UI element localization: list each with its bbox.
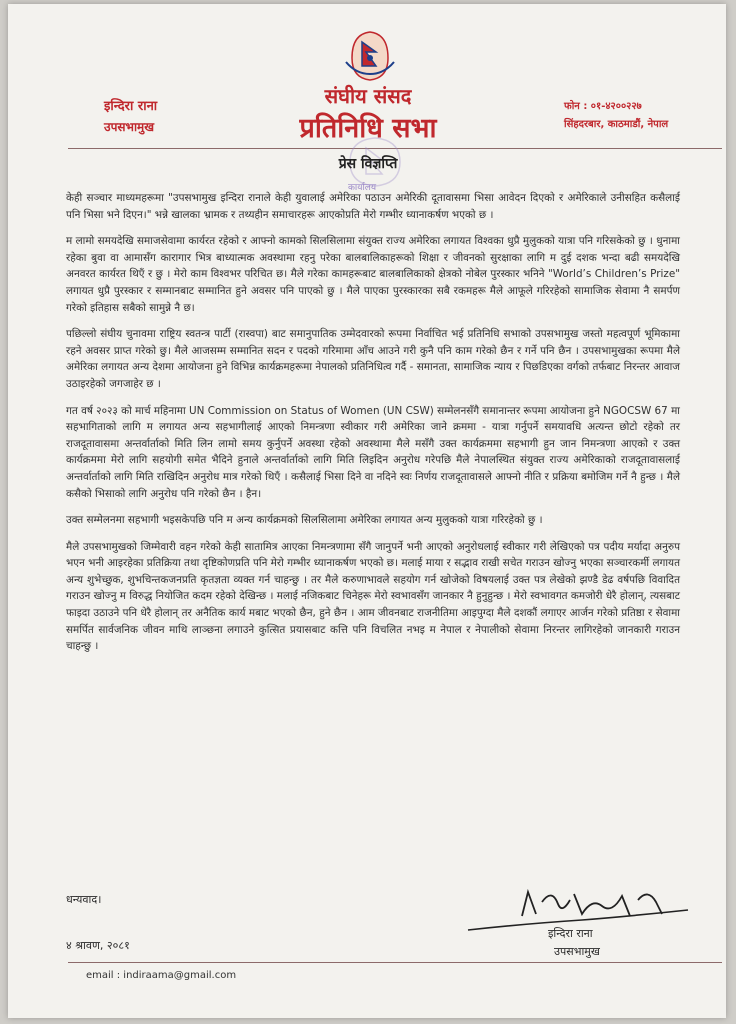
paragraph: म लामो समयदेखि समाजसेवामा कार्यरत रहेको र आफ्नो कामको सिलसिलामा संयुक्त राज्य अमेरिका लगायत विश्वका धुप्रै मुलुकको यात्रा पनि गरिसकेको छु । धुनामा रहेका बुवा वा आमासँग कारागार भित्र बाध्यात्मक अवस्थामा रहनु परेका बालबालिकाहरूको शिक्षा र जीवनको सुरक्षाका लागि म दुई दशक भन्दा बढी समयदेखि अनवरत कार्यरत थिएँ र छु । मेरो काम विश्वभर परिचित छ। मैले गरेका कामहरूबाट बालबालिकाको क्षेत्रको नोबेल पुरस्कार भनिने "World’s Children’s Prize" लगायत धुप्रै पुरस्कार र सम्मानबाट सम्मानित हुने अवसर पनि पाएको छु । मैले पाएका पुरस्कारका सबै रकमहरू मैले आफूले गरिरहेको सामाजिक सेवामा नै समर्पण गरेको इतिहास सबैको सामुन्ने नै छ। bbox=[66, 235, 680, 314]
paragraph: उक्त सम्मेलनमा सहभागी भइसकेपछि पनि म अन्य कार्यक्रमको सिलसिलामा अमेरिका लगायत अन्य मुलुकको यात्रा गरिरहेको छु । bbox=[66, 514, 543, 527]
closing-thanks: धन्यवाद। bbox=[66, 893, 102, 906]
signer-role: उपसभामुख bbox=[554, 945, 600, 958]
office-phone: फोन : ०१-४२००२२७ bbox=[564, 101, 642, 112]
paragraph: मैले उपसभामुखको जिम्मेवारी वहन गरेको केही सातामित्र आएका निमन्त्रणामा सँगै जानुपर्ने भनी आएको अनुरोधलाई स्वीकार गरी लेखिएको पत्र पदीय मर्यादा अनुरुप भएन भनी आइरहेका प्रतिक्रिया तथा दृष्टिकोणप्रति पनि मेरो गम्भीर ध्यानाकर्षण भएको छ। मलाई माया र सद्भाव राखी सचेत गराउन खोज्नु भएका सञ्चारकर्मी लगायत अन्य शुभेच्छुक, शुभचिन्तकजनप्रति कृतज्ञता व्यक्त गर्न चाहन्छु । तर मैले करुणाभावले सहयोग गर्न खोजेको विषयलाई उक्त पत्र लेखेको झण्डै डेढ वर्षपछि विवादित गराउन खोज्नु म विरुद्ध नियोजित कदम रहेको देखिन्छ । मलाई नजिकबाट चिनेहरू मेरो स्वभावसँग जानकार नै हुनुहुन्छ । मेरो स्वभावगत कमजोरी धेरै होलान्, त्यसबाट फाइदा उठाउने पनि धेरै होलान् तर अनैतिक कार्य मबाट भएको छैन, हुने छैन । आम जीवनबाट राजनीतिमा आइपुग्दा मैले दशकौं लगाएर आर्जन गरेको प्रतिष्ठा र सेवामा समर्पित सार्वजनिक जीवन माथि लाञ्छना लगाउने कुत्सित प्रयासबाट कत्ति पनि विचलित नभइ म नेपाल र नेपालीको सेवामा निरन्तर लागिरहेको जानकारी गराउन चाहन्छु । bbox=[66, 540, 680, 653]
press-release-label: प्रेस विज्ञप्ति bbox=[338, 156, 398, 172]
letterhead-title-line2: प्रतिनिधि सभा bbox=[299, 113, 437, 144]
office-address: सिंहदरबार, काठमाडौं, नेपाल bbox=[564, 119, 669, 130]
deputy-speaker-name: इन्दिरा राना bbox=[104, 99, 158, 114]
signer-name: इन्दिरा राना bbox=[548, 927, 593, 940]
letterhead-title-line1: संघीय संसद bbox=[324, 84, 412, 108]
paragraph: पछिल्लो संघीय चुनावमा राष्ट्रिय स्वतन्त्र पार्टी (रास्वपा) बाट समानुपातिक उम्मेदवारको रूपमा निर्वाचित भई प्रतिनिधि सभाको उपसभामुख जस्तो महत्वपूर्ण भूमिकामा रहने अवसर प्राप्त गरेको छु। मैले आजसम्म सम्मानित सदन र पदको गरिमामा आँच आउने गरी कुनै पनि काम गरेको छैन र गर्ने पनि छैन । उपसभामुखका रूपमा मैले अमेरिका लगायत अन्य देशमा आयोजना हुने विभिन्न कार्यक्रमहरूमा नेपालको प्रतिनिधित्व गर्दै - समानता, सामाजिक न्याय र पिछडिएका वर्गको तर्फबाट निरन्तर आवाज उठाइरहेको जगजाहेर छ । bbox=[66, 328, 680, 390]
footer-email: email : indiraama@gmail.com bbox=[86, 970, 237, 981]
letter-page bbox=[8, 4, 726, 1018]
paragraph: केही सञ्चार माध्यमहरूमा "उपसभामुख इन्दिरा रानाले केही युवालाई अमेरिका पठाउन अमेरिकी दूतावासमा भिसा आवेदन दिएको र अमेरिकाले उनीसहित कसैलाई पनि भिसा भने दिएन।" भन्ने खालका भ्रामक र तथ्यहीन समाचारहरू आएकोप्रति मेरो गम्भीर ध्यानाकर्षण भएको छ । bbox=[66, 192, 680, 221]
footer-divider bbox=[68, 962, 722, 963]
nepal-emblem-icon bbox=[342, 28, 398, 82]
letter-body bbox=[66, 190, 680, 665]
deputy-speaker-role: उपसभामुख bbox=[104, 120, 155, 134]
letter-date: ४ श्रावण, २०८१ bbox=[66, 939, 130, 952]
watermark-text: कार्यालय bbox=[348, 183, 377, 193]
paragraph: गत वर्ष २०२३ को मार्च महिनामा UN Commission on Status of Women (UN CSW) सम्मेलनसँगै समानान्तर रूपमा आयोजना हुने NGOCSW 67 मा सहभागिताको लागि म लगायत अन्य सहभागीलाई आएको निमन्त्रणा स्वीकार गरी अमेरिका जाने क्रममा - यात्रा गर्नुपर्ने समयावधि अत्यन्त छोटो रहेको तर राजदूतावासमा अन्तर्वार्ताको मिति लिन लामो समय कुर्नुपर्ने अवस्था रहेको अवस्थामा मैले मसँगै उक्त कार्यक्रममा सहभागी हुन जान निमन्त्रणा आएको र उक्त कार्यक्रममा मेरो लागि सहयोगी समेत भैदिने हुनाले अन्तर्वार्ताको लागि मिति लिइदिन अनुरोध गरेपछि मैले नेपालस्थित संयुक्त राज्य अमेरिकाको राजदूतावासलाई अन्तर्वार्ताको लागि मिति राखिदिन अनुरोध मात्र गरेको थिएँ । कसैलाई भिसा दिने वा नदिने स्वः निर्णय राजदूतावासले आफ्नो नीति र प्रक्रिया बमोजिम गर्ने नै हुन्छ । मैले कसैको भिसाको लागि अनुरोध पनि गरेको छैन । हैन। bbox=[66, 404, 680, 500]
